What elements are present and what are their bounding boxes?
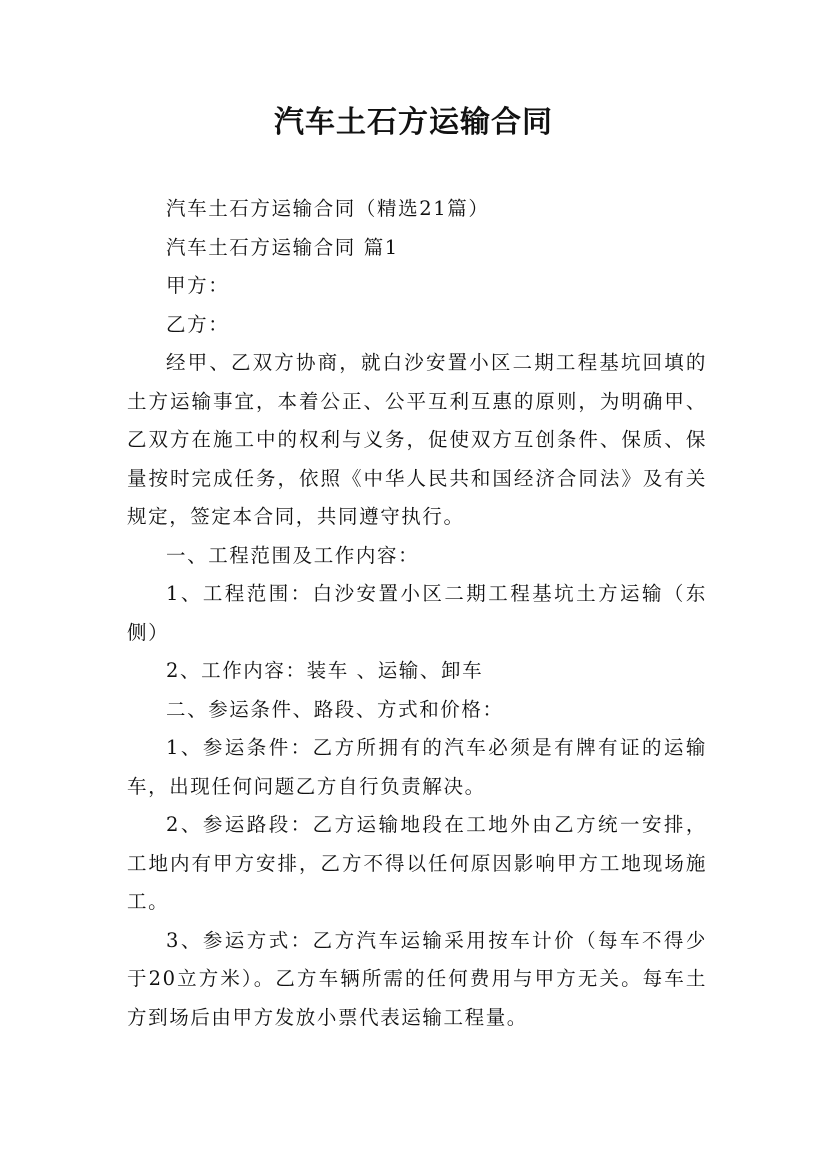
paragraph-preamble: 经甲、乙双方协商，就白沙安置小区二期工程基坑回填的土方运输事宜，本着公正、公平互利互惠的原则，为明确甲、乙双方在施工中的权利与义务，促使双方互创条件、保质、保量按时完成任务，依照《中华人民共和国经济合同法》及有关规定，签定本合同，共同遵守执行。 xyxy=(127,351,707,528)
paragraph-section-heading: 汽车土石方运输合同 篇1 xyxy=(166,235,399,259)
paragraph-clause-2-1: 1、参运条件：乙方所拥有的汽车必须是有牌有证的运输车，出现任何问题乙方自行负责解决。 xyxy=(127,736,707,798)
paragraph-clause-2-2: 2、参运路段：乙方运输地段在工地外由乙方统一安排，工地内有甲方安排，乙方不得以任何原因影响甲方工地现场施工。 xyxy=(127,813,707,913)
paragraph-clause-1-1: 1、工程范围：白沙安置小区二期工程基坑土方运输（东侧） xyxy=(127,582,707,644)
paragraph-party-b: 乙方： xyxy=(166,312,230,336)
document-title: 汽车土石方运输合同 xyxy=(274,105,553,140)
paragraph-subtitle: 汽车土石方运输合同（精选21篇） xyxy=(166,197,490,220)
paragraph-clause-1-2: 2、工作内容：装车 、运输、卸车 xyxy=(166,659,484,682)
paragraph-party-a: 甲方： xyxy=(166,274,230,297)
paragraph-clause-2-heading: 二、参运条件、路段、方式和价格： xyxy=(166,697,504,721)
document-body xyxy=(127,190,707,1037)
paragraph-clause-2-3: 3、参运方式：乙方汽车运输采用按车计价（每车不得少于20立方米）。乙方车辆所需的任何费用与甲方无关。每车土方到场后由甲方发放小票代表运输工程量。 xyxy=(127,928,707,1029)
paragraph-clause-1-heading: 一、工程范围及工作内容： xyxy=(166,543,420,567)
